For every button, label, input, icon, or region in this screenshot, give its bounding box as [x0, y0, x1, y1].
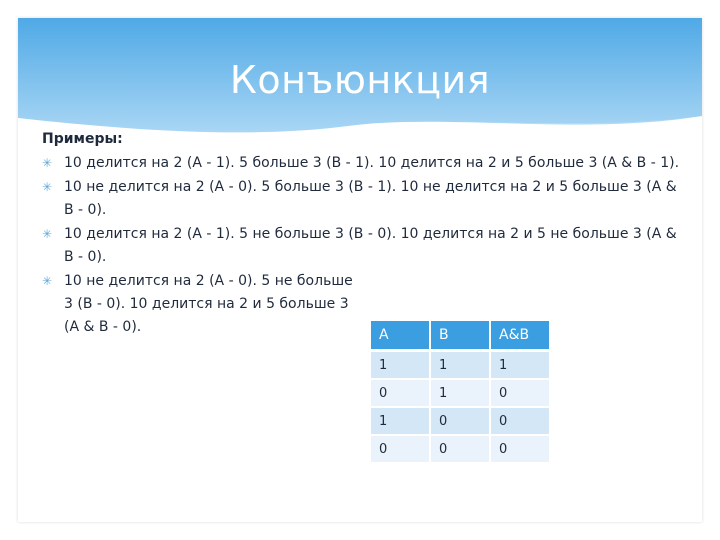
column-header-b: В	[430, 321, 490, 351]
table-cell: 1	[371, 351, 430, 380]
truth-table	[371, 321, 551, 464]
list-item-text: 10 делится на 2 (А - 1). 5 не больше 3 (В - 0). 10 делится на 2 и 5 не больше 3 (А & В - 0).	[64, 226, 677, 265]
table-cell: 0	[430, 435, 490, 463]
slide	[18, 18, 702, 522]
list-item-text: 10 не делится на 2 (А - 0). 5 больше 3 (В - 1). 10 не делится на 2 и 5 больше 3 (А & В - 0).	[64, 179, 677, 218]
table-cell: 0	[490, 435, 550, 463]
table-cell: 1	[490, 351, 550, 380]
list-item	[42, 270, 682, 339]
table-row	[371, 407, 550, 435]
bullet-icon: ✳	[42, 156, 53, 170]
list-item	[42, 176, 682, 222]
table-row	[371, 351, 550, 380]
table-cell: 1	[430, 379, 490, 407]
table-header-row	[371, 321, 550, 351]
column-header-a-and-b: А&В	[490, 321, 550, 351]
table-row	[371, 435, 550, 463]
list-item-text: 10 делится на 2 (А - 1). 5 больше 3 (В - 1). 10 делится на 2 и 5 больше 3 (А & В - 1).	[64, 155, 680, 171]
table-cell: 0	[371, 379, 430, 407]
list-item	[42, 152, 682, 175]
bullet-icon: ✳	[42, 274, 53, 288]
table-cell: 0	[430, 407, 490, 435]
bullet-icon: ✳	[42, 227, 53, 241]
table-cell: 0	[371, 435, 430, 463]
bullet-icon: ✳	[42, 180, 53, 194]
table-row	[371, 379, 550, 407]
content	[42, 130, 682, 340]
table-cell: 1	[371, 407, 430, 435]
examples-list	[42, 152, 682, 339]
table-cell: 0	[490, 379, 550, 407]
list-item	[42, 223, 682, 269]
table-cell: 1	[430, 351, 490, 380]
table-cell: 0	[490, 407, 550, 435]
column-header-a: А	[371, 321, 430, 351]
list-item-text: 10 не делится на 2 (А - 0). 5 не больше 3 (В - 0). 10 делится на 2 и 5 больше 3 (А & В - 0).	[64, 273, 353, 335]
examples-heading: Примеры:	[42, 131, 123, 147]
slide-title: Конъюнкция	[229, 58, 491, 102]
